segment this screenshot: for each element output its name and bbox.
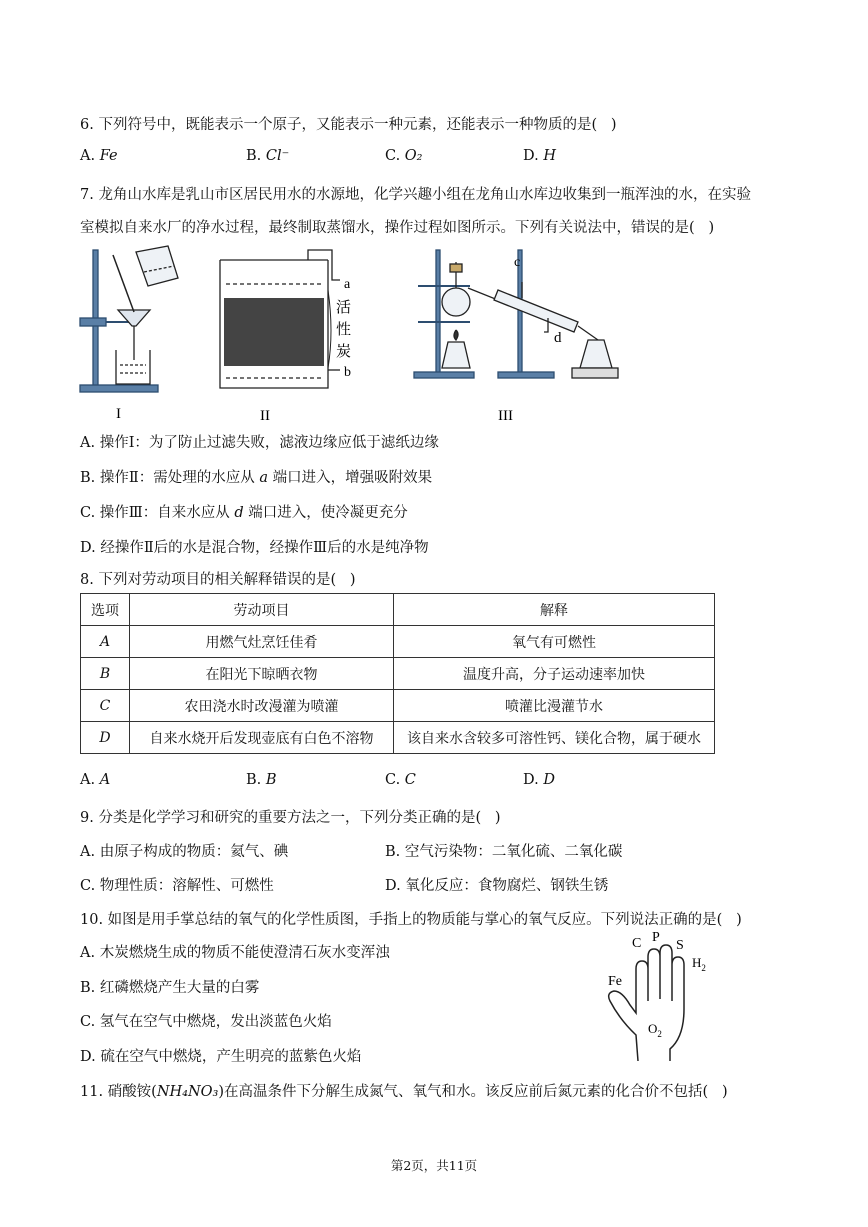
option-a: A. Fe [80,148,118,164]
column-header: 选项 [81,594,130,626]
table-cell: 该自来水含较多可溶性钙、镁化合物，属于硬水 [394,722,715,754]
table-cell: B [81,658,130,690]
finger-label-h2: $H_2$ [692,955,706,973]
finger-label-fe: Fe [608,974,622,989]
table-row [81,722,715,754]
palm-label-o2: $O_2$ [648,1021,662,1039]
table-cell: 喷灌比漫灌节水 [394,690,715,722]
question-10-stem: 10. 如图是用手掌总结的氧气的化学性质图，手指上的物质能与掌心的氧气反应。下列说法正确的是( ) [80,912,742,928]
question-7-option-b: B. 操作Ⅱ：需处理的水应从 a 端口进入，增强吸附效果 [80,470,433,486]
option-b: B. Cl⁻ [246,148,290,164]
question-9-option-c: C. 物理性质：溶解性、可燃性 [80,878,274,894]
table-row [81,626,715,658]
port-b-label: b [344,365,351,380]
page-footer: 第2页，共11页 [390,1158,478,1173]
table-cell: 氧气有可燃性 [394,626,715,658]
filtration-apparatus [80,246,178,392]
figure-label-i: I [116,406,121,422]
table-cell: 自来水烧开后发现壶底有白色不溶物 [130,722,394,754]
question-11-stem: 11. 硝酸铵(NH₄NO₃)在高温条件下分解生成氮气、氧气和水。该反应前后氮元素的化合价不包括( ) [80,1084,728,1100]
question-10-option-a: A. 木炭燃烧生成的物质不能使澄清石灰水变浑浊 [80,945,390,961]
question-7-option-c: C. 操作Ⅲ：自来水应从 d 端口进入，使冷凝更充分 [80,505,408,521]
question-9-option-d: D. 氧化反应：食物腐烂、钢铁生锈 [385,878,609,894]
hand-outline [609,945,684,1061]
table-cell: D [81,722,130,754]
question-10-option-d: D. 硫在空气中燃烧，产生明亮的蓝紫色火焰 [80,1049,362,1065]
table-row [81,690,715,722]
table-header-row [81,594,715,626]
option-d: D. D [523,772,555,788]
figure-label-iii: III [498,408,513,424]
question-10-option-c: C. 氢气在空气中燃烧，发出淡蓝色火焰 [80,1014,332,1030]
carbon-label-2: 性 [336,322,352,338]
table-cell: 在阳光下晾晒衣物 [130,658,394,690]
finger-label-s: S [676,938,684,953]
question-7-stem-line2: 室模拟自来水厂的净水过程，最终制取蒸馏水，操作过程如图所示。下列有关说法中，错误的是( ) [80,220,715,236]
option-b: B. B [246,772,277,788]
question-6-options [80,148,800,168]
port-a-label: a [344,277,351,292]
hand-diagram [600,925,730,1065]
table-cell: A [81,626,130,658]
table-row [81,658,715,690]
option-c: C. O₂ [385,148,423,164]
option-c: C. C [385,772,416,788]
question-10-option-b: B. 红磷燃烧产生大量的白雾 [80,980,260,996]
question-7-stem-line1: 7. 龙角山水库是乳山市区居民用水的水源地，化学兴趣小组在龙角山水库边收集到一瓶浑浊的水，在实验 [80,187,751,203]
question-6-stem: 6. 下列符号中，既能表示一个原子，又能表示一种元素，还能表示一种物质的是( ) [80,117,617,133]
table-cell: 用燃气灶烹饪佳肴 [130,626,394,658]
question-9-stem: 9. 分类是化学学习和研究的重要方法之一，下列分类正确的是( ) [80,810,501,826]
carbon-label-1: 活 [336,300,352,316]
finger-label-c: C [632,936,642,951]
labor-explanation-table [80,593,715,754]
table-cell: 温度升高，分子运动速率加快 [394,658,715,690]
option-a: A. A [80,772,111,788]
question-9-option-b: B. 空气污染物：二氧化硫、二氧化碳 [385,844,623,860]
water-purification-figure [78,240,638,430]
column-header: 解释 [394,594,715,626]
carbon-adsorber [220,250,340,388]
question-7-option-d: D. 经操作Ⅱ后的水是混合物，经操作Ⅲ后的水是纯净物 [80,540,429,556]
question-8-stem: 8. 下列对劳动项目的相关解释错误的是( ) [80,572,356,588]
carbon-label-3: 炭 [336,344,352,360]
question-7-option-a: A. 操作Ⅰ：为了防止过滤失败，滤液边缘应低于滤纸边缘 [80,435,439,451]
option-d: D. H [523,148,556,164]
question-8-options [80,772,800,792]
finger-label-p: P [652,930,660,945]
port-d-label: d [554,330,562,346]
table-cell: 农田浇水时改漫灌为喷灌 [130,690,394,722]
question-9-option-a: A. 由原子构成的物质：氦气、碘 [80,844,289,860]
port-c-label: c [514,255,521,270]
table-cell: C [81,690,130,722]
column-header: 劳动项目 [130,594,394,626]
figure-label-ii: II [260,408,270,424]
